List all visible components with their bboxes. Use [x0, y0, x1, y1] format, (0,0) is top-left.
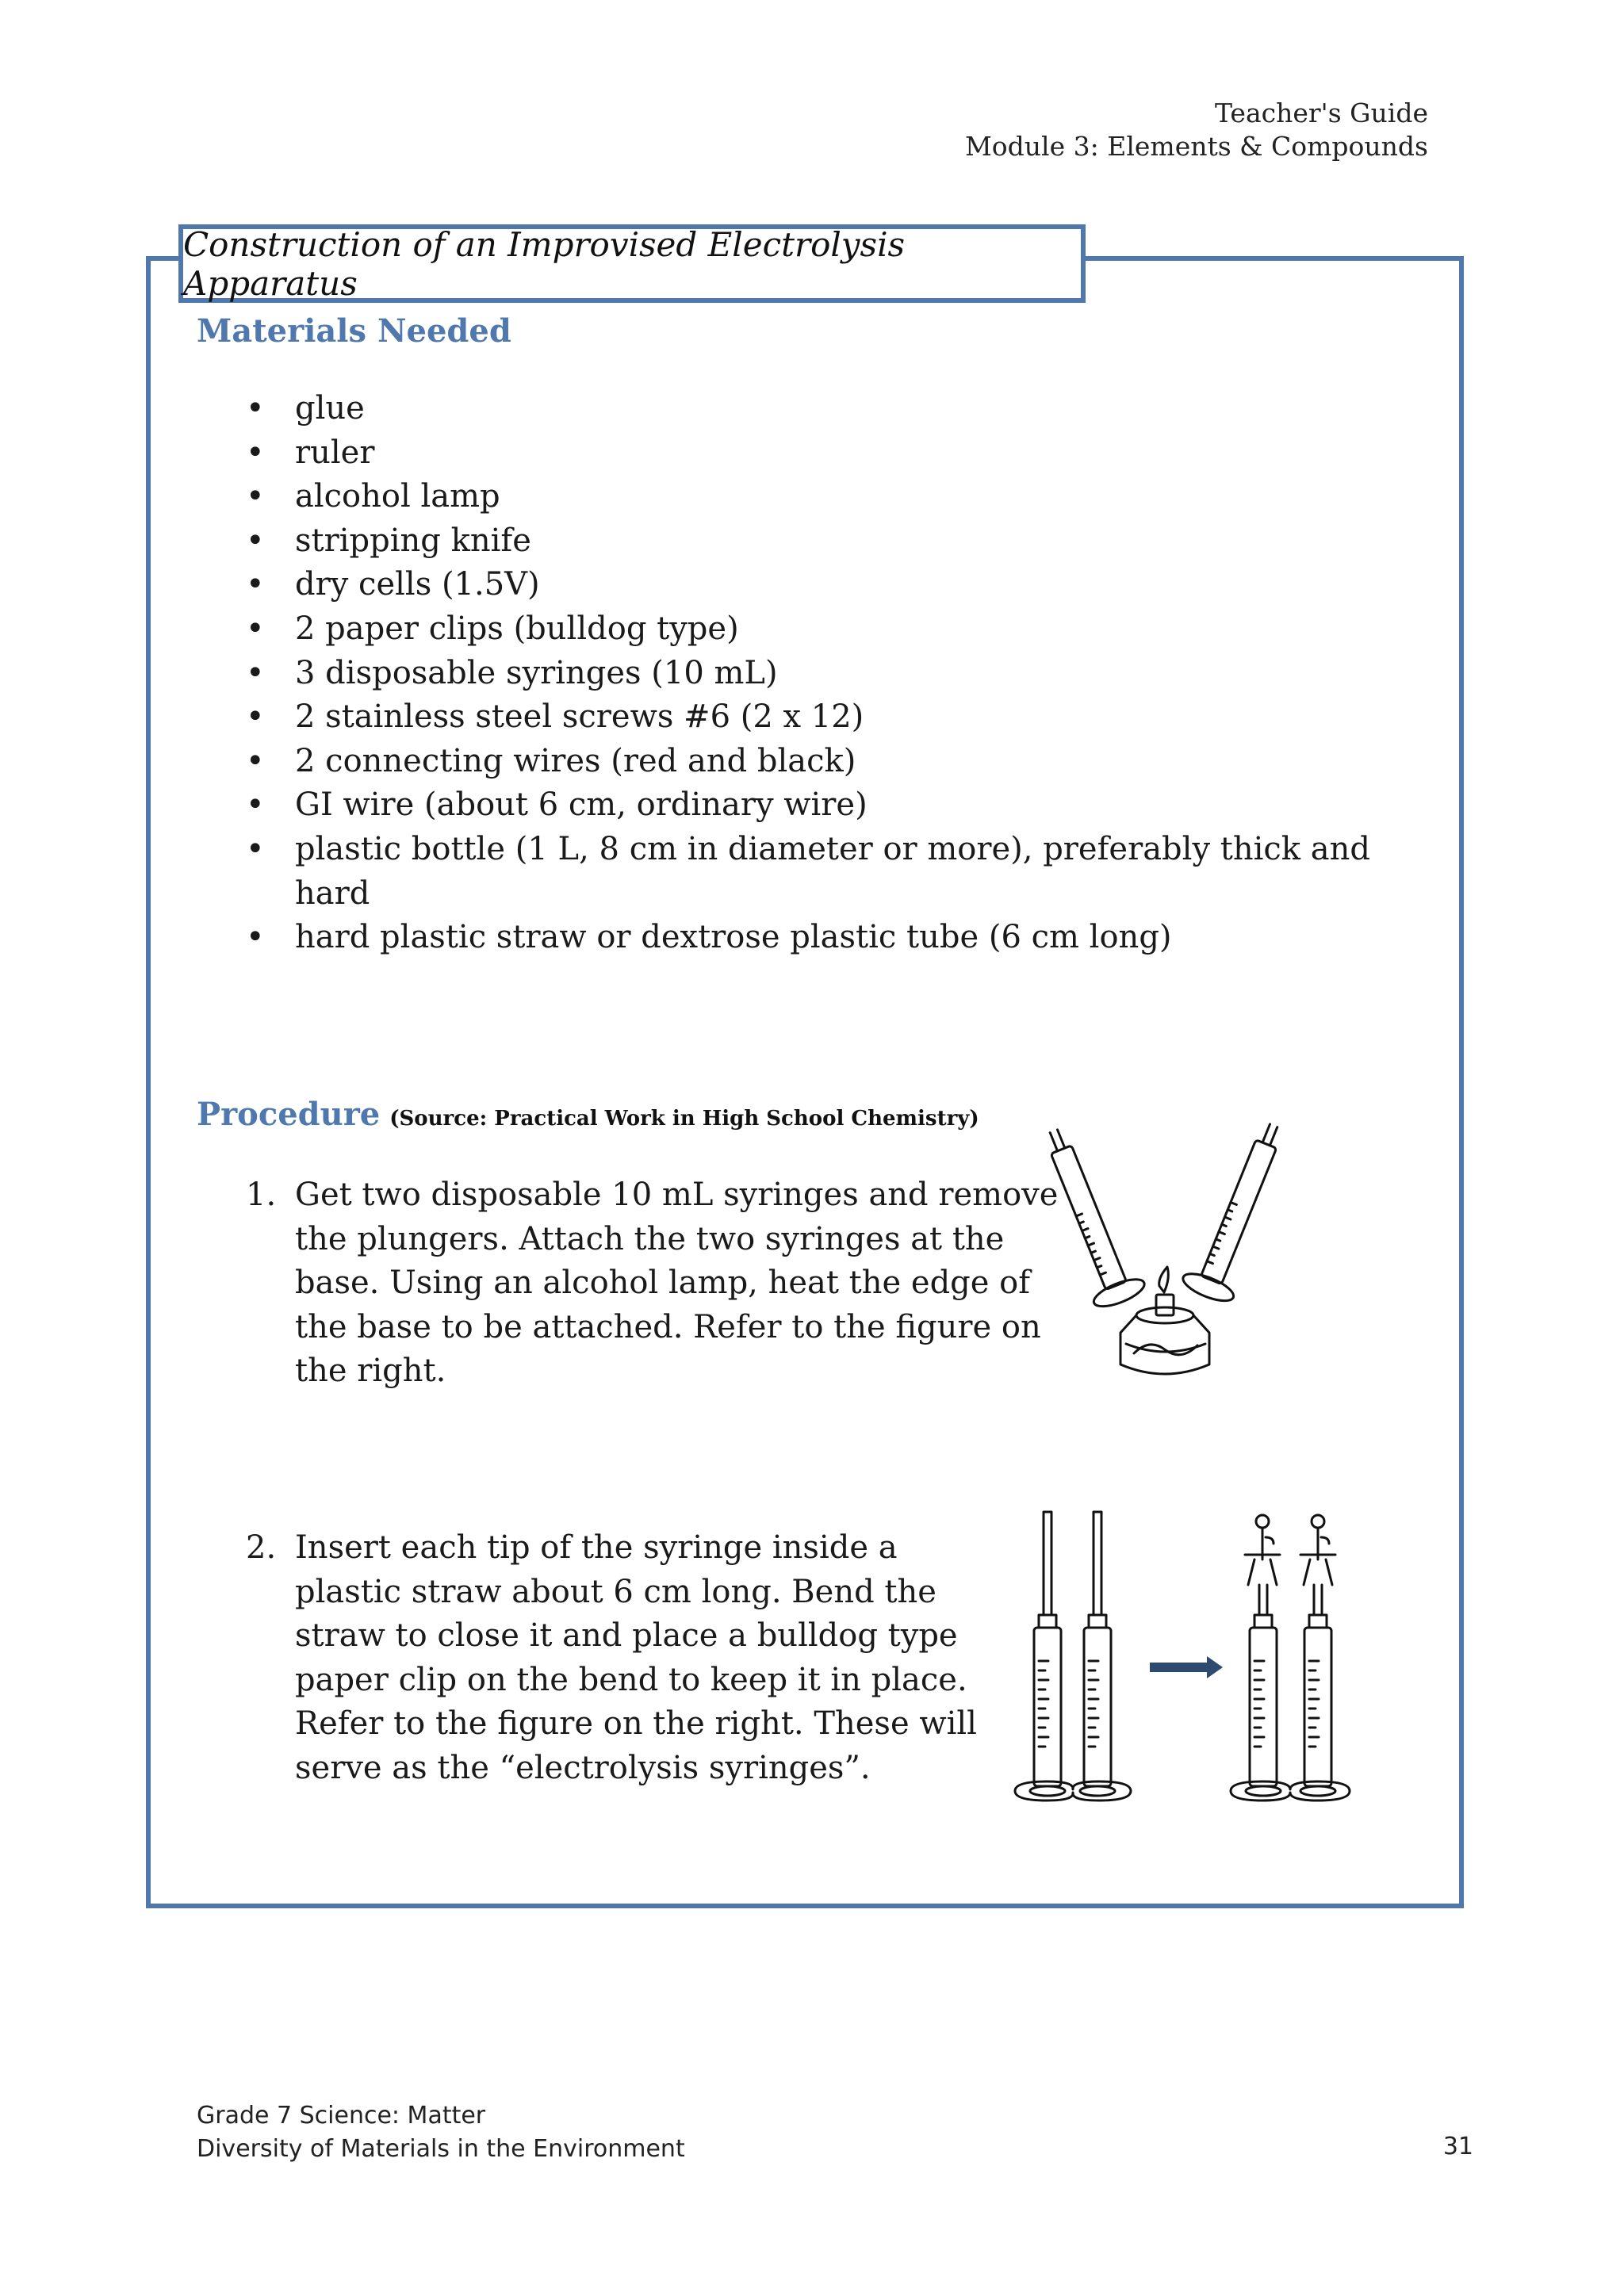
- materials-heading: Materials Needed: [197, 312, 511, 350]
- syringes-with-straws-icon: [1015, 1512, 1131, 1800]
- bullet-icon: •: [246, 478, 265, 515]
- materials-list: [246, 387, 1388, 960]
- bullet-icon: •: [246, 522, 265, 559]
- list-item-text: 2 connecting wires (red and black): [295, 742, 856, 779]
- alcohol-lamp-icon: [1120, 1267, 1209, 1374]
- list-item: [246, 740, 1388, 784]
- page-header: [965, 97, 1428, 163]
- left-syringe-icon: [1047, 1121, 1147, 1312]
- list-item: [246, 652, 1388, 696]
- arrow-right-icon: [1150, 1656, 1223, 1678]
- list-item-text: plastic bottle (1 L, 8 cm in diameter or more), preferably thick and hard: [295, 830, 1370, 912]
- list-item-text: glue: [295, 390, 365, 427]
- page-number: 31: [1442, 2133, 1473, 2160]
- list-item: [246, 828, 1388, 916]
- list-item-text: ruler: [295, 434, 375, 471]
- list-item-text: 2 paper clips (bulldog type): [295, 610, 739, 647]
- list-item-text: 3 disposable syringes (10 mL): [295, 654, 778, 691]
- bullet-icon: •: [246, 830, 265, 867]
- bullet-icon: •: [246, 390, 265, 427]
- list-item-text: GI wire (about 6 cm, ordinary wire): [295, 786, 868, 824]
- footer-course: Grade 7 Science: Matter: [197, 2102, 486, 2130]
- step-text: Insert each tip of the syringe inside a plastic straw about 6 cm long. Bend the straw to close it and place a bulldog type paper clip on the bend to keep it in place. Refer to the figure on the right. These will serve as the “electrolysis syringes”.: [295, 1529, 977, 1786]
- list-item: [246, 475, 1388, 519]
- header-guide-title: Teacher's Guide: [1214, 98, 1428, 128]
- procedure-step-1: [246, 1173, 1078, 1394]
- list-item: [246, 519, 1388, 564]
- list-item: [246, 783, 1388, 828]
- right-syringe-icon: [1180, 1115, 1299, 1307]
- step-number: 1.: [246, 1177, 277, 1213]
- list-item-text: hard plastic straw or dextrose plastic tube (6 cm long): [295, 919, 1172, 956]
- list-item-text: dry cells (1.5V): [295, 566, 540, 603]
- bullet-icon: •: [246, 698, 265, 736]
- page-footer: [197, 2099, 685, 2166]
- syringes-heating-figure: [1047, 1106, 1300, 1407]
- list-item: [246, 431, 1388, 476]
- list-item: [246, 607, 1388, 652]
- list-item: [246, 695, 1388, 740]
- bullet-icon: •: [246, 610, 265, 647]
- list-item: [246, 387, 1388, 431]
- list-item-text: alcohol lamp: [295, 478, 500, 515]
- clipped-syringes-icon: [1231, 1515, 1350, 1800]
- procedure-source: (Source: Practical Work in High School Chemistry): [389, 1107, 979, 1131]
- procedure-heading: [197, 1096, 979, 1133]
- list-item: [246, 916, 1388, 960]
- step-text: Get two disposable 10 mL syringes and remove the plungers. Attach the two syringes at the base. Using an alcohol lamp, heat the edge of the base to be attached. Refer to the figure on the right.: [295, 1177, 1059, 1390]
- bullet-icon: •: [246, 919, 265, 956]
- bullet-icon: •: [246, 742, 265, 779]
- electrolysis-syringes-figure: [1007, 1502, 1364, 1812]
- list-item-text: 2 stainless steel screws #6 (2 x 12): [295, 698, 864, 736]
- procedure-title: Procedure: [197, 1096, 381, 1133]
- bullet-icon: •: [246, 786, 265, 824]
- procedure-step-2: [246, 1526, 983, 1791]
- step-number: 2.: [246, 1529, 277, 1566]
- bullet-icon: •: [246, 434, 265, 471]
- section-title: Construction of an Improvised Electrolysis Apparatus: [178, 224, 1086, 303]
- footer-topic: Diversity of Materials in the Environment: [197, 2135, 685, 2163]
- header-module-title: Module 3: Elements & Compounds: [965, 131, 1428, 162]
- bullet-icon: •: [246, 566, 265, 603]
- bullet-icon: •: [246, 654, 265, 691]
- list-item: [246, 563, 1388, 607]
- list-item-text: stripping knife: [295, 522, 531, 559]
